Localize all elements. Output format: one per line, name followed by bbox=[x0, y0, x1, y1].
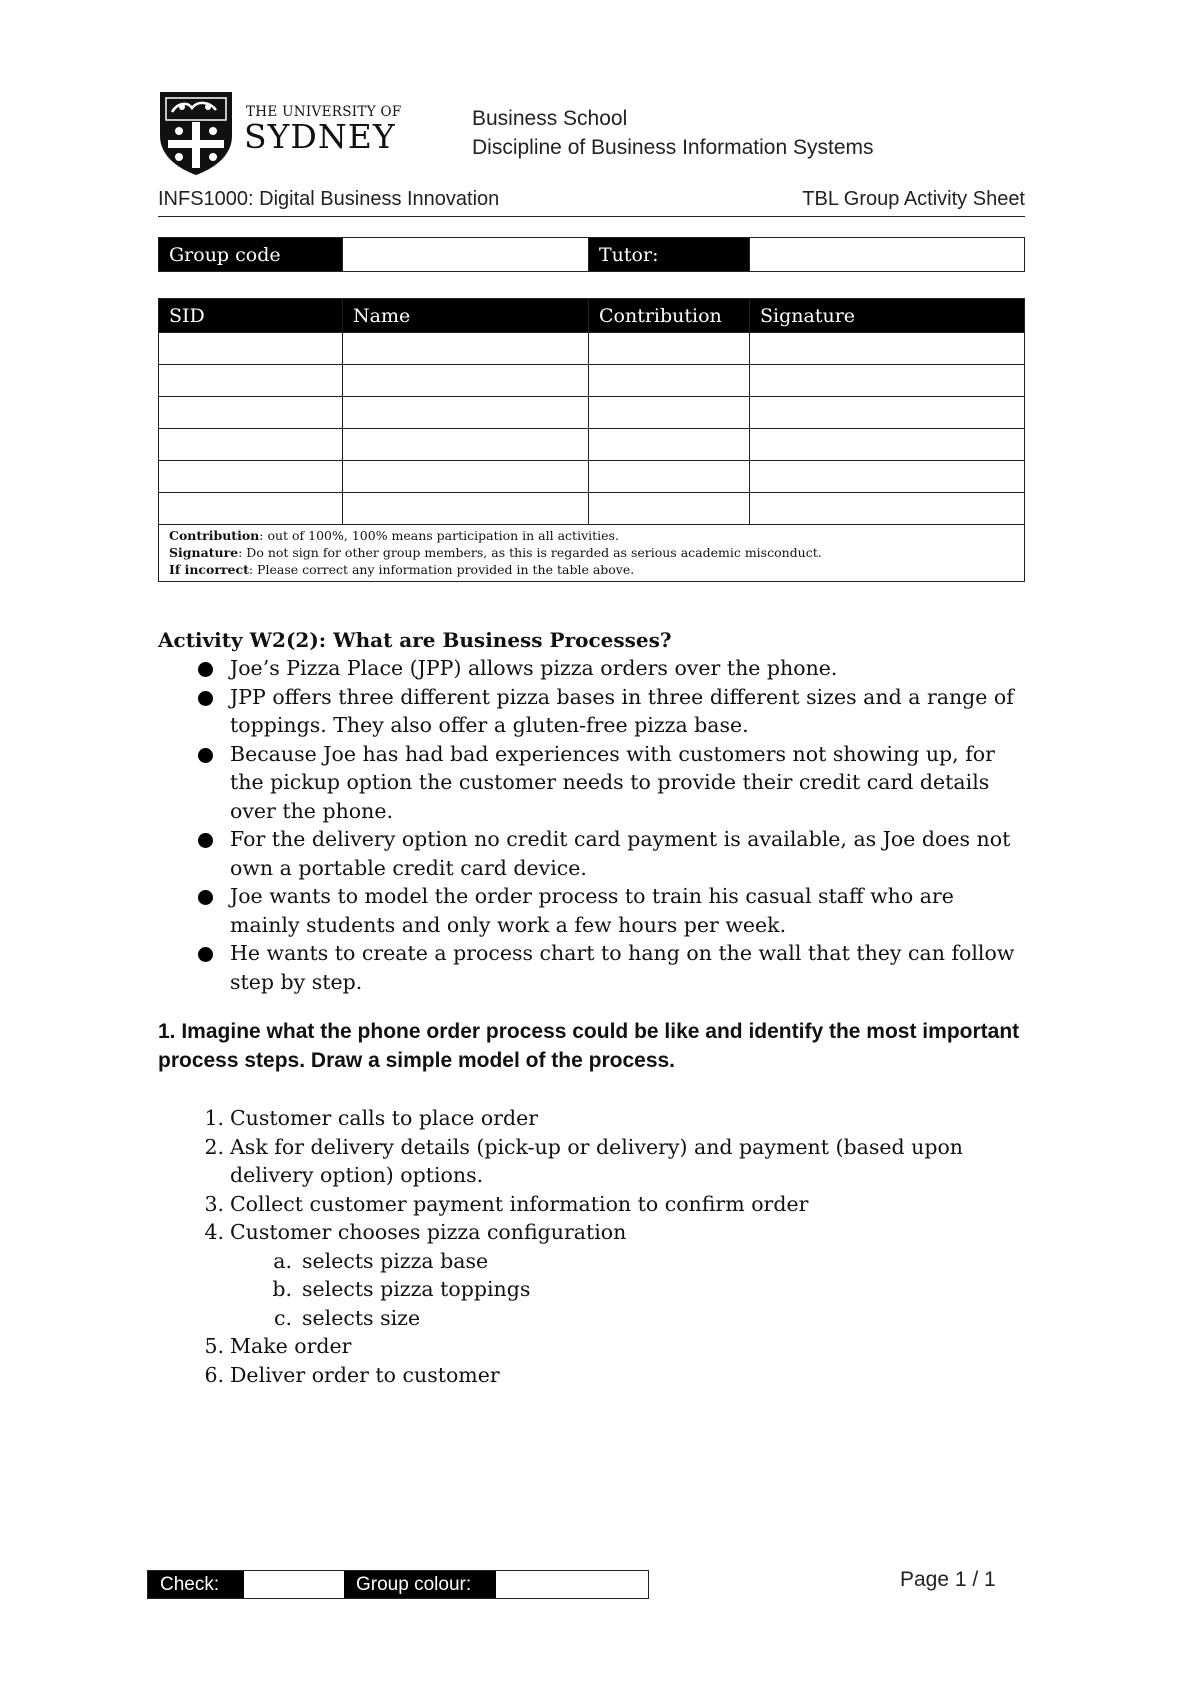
step-item bbox=[158, 1218, 1038, 1247]
course-line bbox=[158, 188, 1025, 217]
col-header-signature: Signature bbox=[750, 299, 1025, 333]
check-label: Check: bbox=[148, 1571, 244, 1598]
step-item bbox=[158, 1190, 1038, 1219]
step-text: Customer chooses pizza configuration bbox=[230, 1220, 627, 1244]
notes-row bbox=[159, 525, 1025, 582]
name-cell[interactable] bbox=[343, 493, 589, 525]
list-item bbox=[158, 654, 1028, 683]
note-signature bbox=[169, 544, 1014, 561]
bullet-text: Because Joe has had bad experiences with customers not showing up, for the pickup option the customer needs to provide their credit card details over the phone. bbox=[230, 741, 995, 823]
step-number: 2. bbox=[204, 1134, 224, 1159]
list-item bbox=[158, 939, 1028, 996]
substep-letter: b. bbox=[272, 1277, 292, 1301]
table-row bbox=[159, 429, 1025, 461]
school-block bbox=[472, 104, 874, 162]
note-label: If incorrect bbox=[169, 562, 249, 577]
step-number: 1. bbox=[204, 1106, 224, 1130]
group-code-label: Group code bbox=[159, 238, 343, 272]
question-1: 1. Imagine what the phone order process could be like and identify the most important process steps. Draw a simple model of the process. bbox=[158, 1020, 1020, 1072]
tutor-label: Tutor: bbox=[589, 238, 750, 272]
discipline-name: Discipline of Business Information Systems bbox=[472, 136, 874, 159]
signature-cell[interactable] bbox=[750, 397, 1025, 429]
table-row bbox=[159, 493, 1025, 525]
step-number: 6. bbox=[204, 1362, 224, 1387]
members-table bbox=[158, 298, 1025, 582]
name-cell[interactable] bbox=[343, 333, 589, 365]
table-row bbox=[159, 461, 1025, 493]
contribution-cell[interactable] bbox=[589, 397, 750, 429]
step-text: Collect customer payment information to confirm order bbox=[230, 1191, 809, 1216]
name-cell[interactable] bbox=[343, 429, 589, 461]
university-logo bbox=[158, 90, 408, 176]
list-item bbox=[158, 825, 1028, 882]
step-text: Make order bbox=[230, 1334, 352, 1358]
group-colour-label: Group colour: bbox=[344, 1571, 496, 1598]
bullet-icon bbox=[198, 748, 213, 763]
bullet-text: For the delivery option no credit card payment is available, as Joe does not own a portable credit card device. bbox=[230, 827, 1011, 880]
group-code-field[interactable] bbox=[343, 238, 589, 272]
bullet-icon bbox=[198, 890, 213, 905]
step-text: Customer calls to place order bbox=[230, 1106, 539, 1130]
table-notes bbox=[159, 525, 1025, 582]
substep-item bbox=[158, 1247, 1038, 1276]
note-text: : out of 100%, 100% means participation in all activities. bbox=[259, 528, 619, 543]
crest-icon bbox=[158, 90, 408, 176]
note-label: Contribution bbox=[169, 528, 260, 543]
step-text: Deliver order to customer bbox=[230, 1362, 500, 1387]
note-label: Signature bbox=[169, 545, 239, 560]
logo-line2: SYDNEY bbox=[244, 117, 396, 156]
step-number: 5. bbox=[204, 1334, 224, 1358]
step-item bbox=[158, 1104, 1038, 1133]
sid-cell[interactable] bbox=[159, 429, 343, 461]
contribution-cell[interactable] bbox=[589, 493, 750, 525]
col-header-contribution: Contribution bbox=[589, 299, 750, 333]
tutor-field[interactable] bbox=[750, 238, 1025, 272]
signature-cell[interactable] bbox=[750, 461, 1025, 493]
name-cell[interactable] bbox=[343, 461, 589, 493]
bullet-text: He wants to create a process chart to hang on the wall that they can follow step by step. bbox=[230, 941, 1015, 994]
sheet-title: TBL Group Activity Sheet bbox=[802, 188, 1025, 210]
sid-cell[interactable] bbox=[159, 493, 343, 525]
activity-bullets bbox=[158, 654, 1028, 996]
sid-cell[interactable] bbox=[159, 461, 343, 493]
sid-cell[interactable] bbox=[159, 333, 343, 365]
name-cell[interactable] bbox=[343, 397, 589, 429]
activity-section bbox=[158, 628, 1028, 996]
activity-title: Activity W2(2): What are Business Processes? bbox=[158, 628, 672, 652]
list-item bbox=[158, 683, 1028, 740]
table-row bbox=[159, 365, 1025, 397]
bullet-text: Joe’s Pizza Place (JPP) allows pizza orders over the phone. bbox=[230, 656, 838, 680]
sid-cell[interactable] bbox=[159, 397, 343, 429]
signature-cell[interactable] bbox=[750, 333, 1025, 365]
contribution-cell[interactable] bbox=[589, 461, 750, 493]
step-number: 4. bbox=[204, 1220, 224, 1244]
list-item bbox=[158, 740, 1028, 826]
name-cell[interactable] bbox=[343, 365, 589, 397]
contribution-cell[interactable] bbox=[589, 333, 750, 365]
substep-letter: c. bbox=[274, 1305, 292, 1330]
signature-cell[interactable] bbox=[750, 429, 1025, 461]
step-number: 3. bbox=[204, 1191, 224, 1216]
sid-cell[interactable] bbox=[159, 365, 343, 397]
check-field[interactable] bbox=[244, 1571, 344, 1598]
bullet-icon bbox=[198, 833, 213, 848]
substep-text: selects pizza base bbox=[302, 1248, 489, 1273]
substep-text: selects pizza toppings bbox=[302, 1277, 531, 1301]
bullet-icon bbox=[198, 662, 213, 677]
bullet-icon bbox=[198, 691, 213, 706]
note-contribution bbox=[169, 527, 1014, 544]
group-colour-field[interactable] bbox=[496, 1571, 646, 1598]
page-number: Page 1 / 1 bbox=[900, 1568, 996, 1591]
step-text: Ask for delivery details (pick-up or delivery) and payment (based upon delivery option) options. bbox=[230, 1134, 963, 1187]
process-steps bbox=[158, 1104, 1038, 1389]
note-text: : Do not sign for other group members, as this is regarded as serious academic misconduct. bbox=[238, 545, 822, 560]
table-row bbox=[159, 333, 1025, 365]
group-info-table bbox=[158, 237, 1025, 272]
step-item bbox=[158, 1332, 1038, 1361]
col-header-name: Name bbox=[343, 299, 589, 333]
substep-text: selects size bbox=[302, 1305, 421, 1330]
note-text: : Please correct any information provided in the table above. bbox=[248, 562, 635, 577]
contribution-cell[interactable] bbox=[589, 429, 750, 461]
bullet-icon bbox=[198, 947, 213, 962]
note-if-incorrect bbox=[169, 561, 1014, 578]
substep-item bbox=[158, 1275, 1038, 1304]
step-item bbox=[158, 1133, 1038, 1190]
course-title: INFS1000: Digital Business Innovation bbox=[158, 188, 500, 210]
step-item bbox=[158, 1361, 1038, 1390]
substep-item bbox=[158, 1304, 1038, 1333]
footer-check-bar bbox=[147, 1570, 649, 1599]
signature-cell[interactable] bbox=[750, 493, 1025, 525]
col-header-sid: SID bbox=[159, 299, 343, 333]
substep-letter: a. bbox=[273, 1248, 292, 1273]
bullet-text: JPP offers three different pizza bases in three different sizes and a range of toppings. They also offer a gluten-free pizza base. bbox=[230, 684, 1014, 737]
school-name: Business School bbox=[472, 107, 628, 130]
contribution-cell[interactable] bbox=[589, 365, 750, 397]
signature-cell[interactable] bbox=[750, 365, 1025, 397]
members-header-row bbox=[159, 299, 1025, 333]
logo-line1: THE UNIVERSITY OF bbox=[246, 104, 402, 120]
list-item bbox=[158, 882, 1028, 939]
table-row bbox=[159, 397, 1025, 429]
bullet-text: Joe wants to model the order process to train his casual staff who are mainly students and only work a few hours per week. bbox=[230, 884, 954, 937]
